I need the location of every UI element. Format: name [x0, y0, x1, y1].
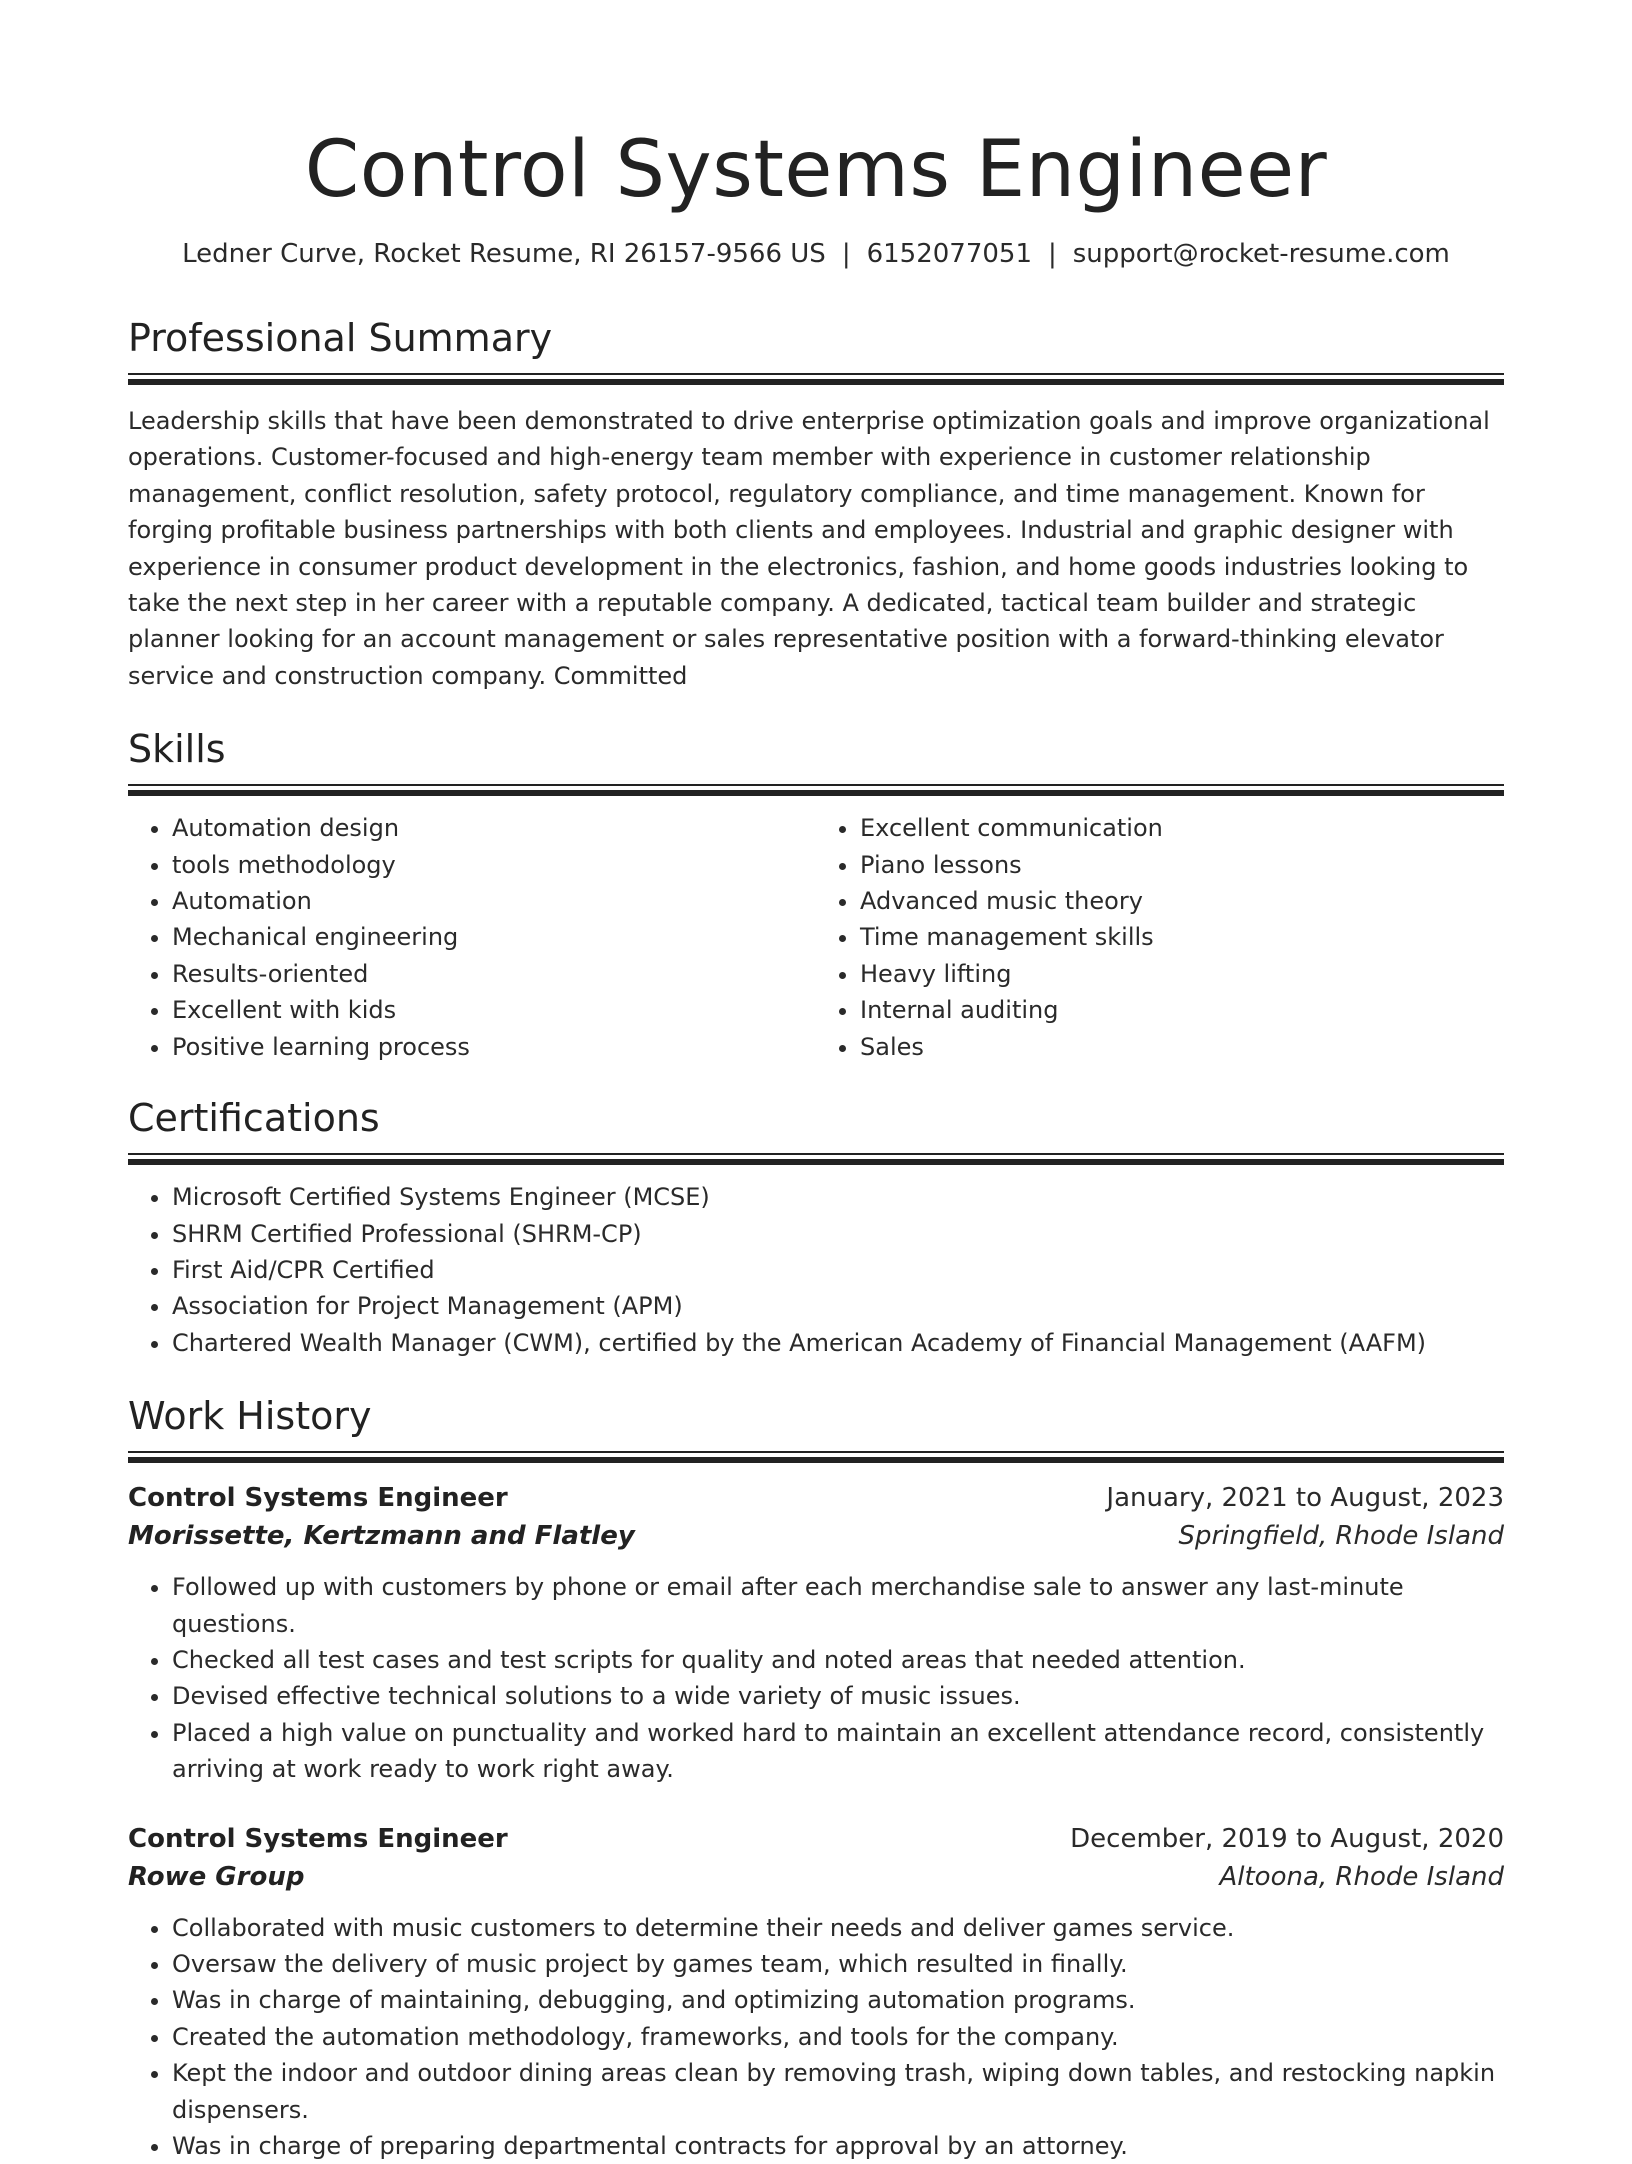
section-divider — [128, 1153, 1504, 1165]
section-divider — [128, 373, 1504, 385]
job-title: Control Systems Engineer — [128, 1823, 508, 1854]
section-title-summary: Professional Summary — [128, 316, 553, 360]
contact-separator: | — [1048, 239, 1057, 269]
certification-item: • Association for Project Management (APM) — [172, 1288, 1504, 1324]
certification-item: • Chartered Wealth Manager (CWM), certified by the American Academy of Financial Management (AAFM) — [172, 1325, 1504, 1361]
skill-item: • Results-oriented — [172, 956, 816, 992]
job-location: Springfield, Rhode Island — [1178, 1521, 1504, 1552]
job-bullet: • Devised effective technical solutions to a wide variety of music issues. — [172, 1678, 1504, 1714]
summary-section — [128, 313, 1504, 694]
skill-item: • Excellent with kids — [172, 992, 816, 1028]
job-bullet: • Checked all test cases and test scripts for quality and noted areas that needed attention. — [172, 1642, 1504, 1678]
skill-item: • Internal auditing — [860, 992, 1504, 1028]
job-bullet: • Was in charge of maintaining, debugging, and optimizing automation programs. — [172, 1982, 1504, 2018]
job-company-row — [128, 1517, 1504, 1555]
skills-list-right — [816, 810, 1504, 1065]
job-title-row — [128, 1479, 1504, 1517]
skill-item: • Advanced music theory — [860, 883, 1504, 919]
job-bullet: • Collaborated with music customers to determine their needs and deliver games service. — [172, 1910, 1504, 1946]
skill-item: • Positive learning process — [172, 1029, 816, 1065]
contact-separator: | — [841, 239, 851, 269]
job-bullet: • Was in charge of preparing departmental contracts for approval by an attorney. — [172, 2128, 1504, 2164]
skill-item: • Heavy lifting — [860, 956, 1504, 992]
resume-page — [128, 0, 1504, 2164]
job-bullet: • Oversaw the delivery of music project by games team, which resulted in finally. — [172, 1946, 1504, 1982]
section-title-work-history: Work History — [128, 1394, 372, 1439]
skill-item: • Mechanical engineering — [172, 919, 816, 955]
job-title-row — [128, 1820, 1504, 1858]
skill-item: • Sales — [860, 1029, 1504, 1065]
job-bullet: • Kept the indoor and outdoor dining areas clean by removing trash, wiping down tables, and restocking napkin dispensers. — [172, 2055, 1504, 2128]
contact-address: Ledner Curve, Rocket Resume, RI 26157-9566 US — [182, 239, 826, 269]
job-dates: December, 2019 to August, 2020 — [1070, 1823, 1504, 1854]
contact-email: support@rocket-resume.com — [1072, 239, 1450, 269]
summary-text: Leadership skills that have been demonstrated to drive enterprise optimization goals and improve organizational operations. Customer-focused and high-energy team member with experience in customer relationship management, conflict resolution, safety protocol, regulatory compliance, and time management. Known for forging profitable business partnerships with both clients and employees. Industrial and graphic designer with experience in consumer product development in the electronics, fashion, and home goods industries looking to take the next step in her career with a reputable company. A dedicated, tactical team builder and strategic planner looking for an account management or sales representative position with a forward-thinking elevator service and construction company. Committed — [128, 407, 1490, 690]
job-entry — [128, 1479, 1504, 1787]
skills-section — [128, 724, 1504, 1065]
job-entry — [128, 1820, 1504, 2164]
skill-item: • Automation — [172, 883, 816, 919]
resume-name: Control Systems Engineer — [304, 125, 1328, 215]
certification-item: • SHRM Certified Professional (SHRM-CP) — [172, 1216, 1504, 1252]
certifications-section — [128, 1093, 1504, 1361]
skill-item: • Excellent communication — [860, 810, 1504, 846]
contact-phone: 6152077051 — [866, 239, 1032, 269]
section-divider — [128, 1451, 1504, 1463]
skill-item: • Piano lessons — [860, 847, 1504, 883]
job-bullet: • Created the automation methodology, frameworks, and tools for the company. — [172, 2019, 1504, 2055]
job-company: Morissette, Kertzmann and Flatley — [128, 1521, 635, 1552]
certification-item: • Microsoft Certified Systems Engineer (MCSE) — [172, 1179, 1504, 1215]
section-title-skills: Skills — [128, 727, 226, 772]
certifications-list — [128, 1179, 1504, 1361]
job-location: Altoona, Rhode Island — [1219, 1861, 1504, 1892]
job-title: Control Systems Engineer — [128, 1483, 508, 1514]
work-history-section — [128, 1391, 1504, 2164]
contact-line — [128, 236, 1504, 272]
section-divider — [128, 784, 1504, 796]
job-company-row — [128, 1858, 1504, 1896]
section-title-certifications: Certifications — [128, 1096, 380, 1141]
certification-item: • First Aid/CPR Certified — [172, 1252, 1504, 1288]
skills-list-left — [128, 810, 816, 1065]
skill-item: • Time management skills — [860, 919, 1504, 955]
job-bullets — [128, 1569, 1504, 1787]
job-bullet: • Followed up with customers by phone or email after each merchandise sale to answer any last-minute questions. — [172, 1569, 1504, 1642]
skill-item: • tools methodology — [172, 847, 816, 883]
job-company: Rowe Group — [128, 1861, 305, 1892]
job-bullets — [128, 1910, 1504, 2164]
job-bullet: • Placed a high value on punctuality and worked hard to maintain an excellent attendance record, consistently arriving at work ready to work right away. — [172, 1715, 1504, 1788]
skills-columns — [128, 810, 1504, 1065]
skill-item: • Automation design — [172, 810, 816, 846]
job-dates: January, 2021 to August, 2023 — [1106, 1483, 1504, 1514]
